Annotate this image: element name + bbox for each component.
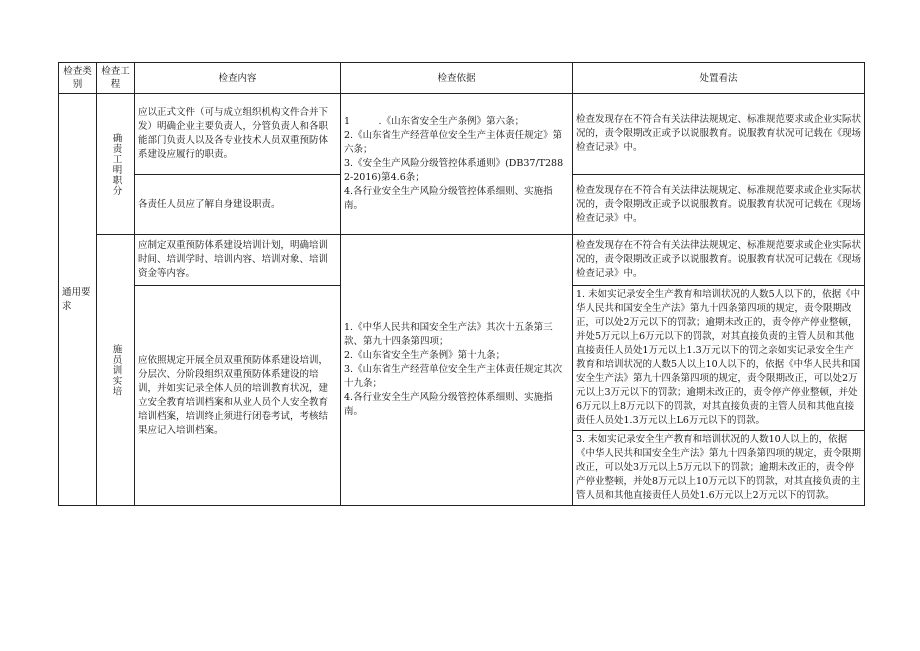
header-basis: 检查依据 (341, 63, 573, 94)
basis-cell (341, 235, 573, 506)
disposal-cell: 检查发现存在不符合有关法律法规规定、标准规范要求或企业实际状况的，责令限期改正或予以说服教育。说服教育状况可记载在《现场检查记录》中。 (573, 94, 865, 175)
basis-line: 1.《中华人民共和国安全生产法》其次十五条第三款、第九十四条第四项； (344, 322, 553, 347)
header-item: 检查工程 (97, 63, 135, 94)
basis-line: 4.各行业安全生产风险分级管控体系细则、实施指南。 (344, 392, 553, 417)
inspection-table (58, 62, 865, 506)
item-label: 施员训实培 (110, 343, 122, 397)
item-label: 确责工明职分 (110, 132, 122, 196)
content-cell: 应以正式文件（可与成立组织机构文件合并下发）明确企业主要负责人，分管负责人和各职能部门负责人以及各专业技术人员双重预防体系建设应履行的职责。 (135, 94, 341, 175)
header-row (59, 63, 865, 94)
basis-line: 2.《山东省安全生产条例》第十九条； (344, 350, 506, 361)
basis-line: 1 .《山东省安全生产条例》第六条； (344, 116, 525, 127)
content-cell: 应制定双重预防体系建设培训计划，明确培训时间、培训学时、培训内容、培训对象、培训资金等内容。 (135, 235, 341, 286)
header-disposal: 处置看法 (573, 63, 865, 94)
disposal-cell: 1. 未如实记录安全生产教育和培训状况的人数5人以下的，依据《中华人民共和国安全生产法》第九十四条第四项的规定，责令限期改正，可以处2万元以下的罚款；逾期未改正的，责令停产停业整顿，并处5万元以上6万元以下的罚款，对其直接负责的主管人员和其他直接责任人员处1万元以上1.3万元以下的罚之亲如实记录安全生产教育和培训状况的人数5人以上10人以下的，依据《中华人民共和国安全生产法》第九十四条第四项的规定，责令限期改正，可以处2万元以上3万元以下的罚款；逾期未改正的，责令停产停业整顿，并处6万元以上8万元以下的罚款，对其直接负责的主管人员和其他直接责任人员处1.3万元以上L6万元以下的罚款。 (573, 286, 865, 431)
basis-line: 2.《山东省生产经营单位安全生产主体责任规定》第六条； (344, 130, 563, 155)
table-row (59, 235, 865, 286)
table-row (59, 94, 865, 175)
disposal-cell: 检查发现存在不符合有关法律法规规定、标准规范要求或企业实际状况的，责令限期改正或予以说服教育。说服教育状况可记载在《现场检查记录》中。 (573, 175, 865, 235)
basis-cell (341, 94, 573, 235)
category-cell: 通用要求 (59, 94, 97, 506)
header-content: 检查内容 (135, 63, 341, 94)
item-cell-responsibility (97, 94, 135, 235)
disposal-cell: 检查发现存在不符合有关法律法规规定、标准规范要求或企业实际状况的，责令限期改正或予以说服教育。说服教育状况可记载在《现场检查记录》中。 (573, 235, 865, 286)
header-category: 检查类别 (59, 63, 97, 94)
basis-line: 4.各行业安全生产风险分级管控体系细则、实施指南。 (344, 186, 553, 211)
basis-line: 3.《安全生产风险分级管控体系通则》(DB37/T2882-2016)第4.6条； (344, 158, 564, 183)
content-cell: 应依照规定开展全员双重预防体系建设培训，分层次、分阶段组织双重预防体系建设的培训，并如实记录全体人员的培训教育状况，建立安全教育培训档案和从业人员个人安全教育培训档案，培训终止须进行闭卷考试，考核结果应记入培训档案。 (135, 286, 341, 506)
item-cell-training (97, 235, 135, 506)
basis-line: 3.《山东省生产经营单位安全生产主体责任规定其次十九条； (344, 364, 563, 389)
disposal-cell: 3. 未如实记录安全生产教育和培训状况的人数10人以上的，依据《中华人民共和国安全生产法》第九十四条第四项的规定，责令限期改正，可以处3万元以上5万元以下的罚款；逾期未改正的，责令停产停业整顿，并处8万元以上10万元以下的罚款，对其直接负责的主管人员和其他直接责任人员处1.6万元以上2万元以下的罚款。 (573, 431, 865, 506)
content-cell: 各责任人员应了解自身建设职责。 (135, 175, 341, 235)
